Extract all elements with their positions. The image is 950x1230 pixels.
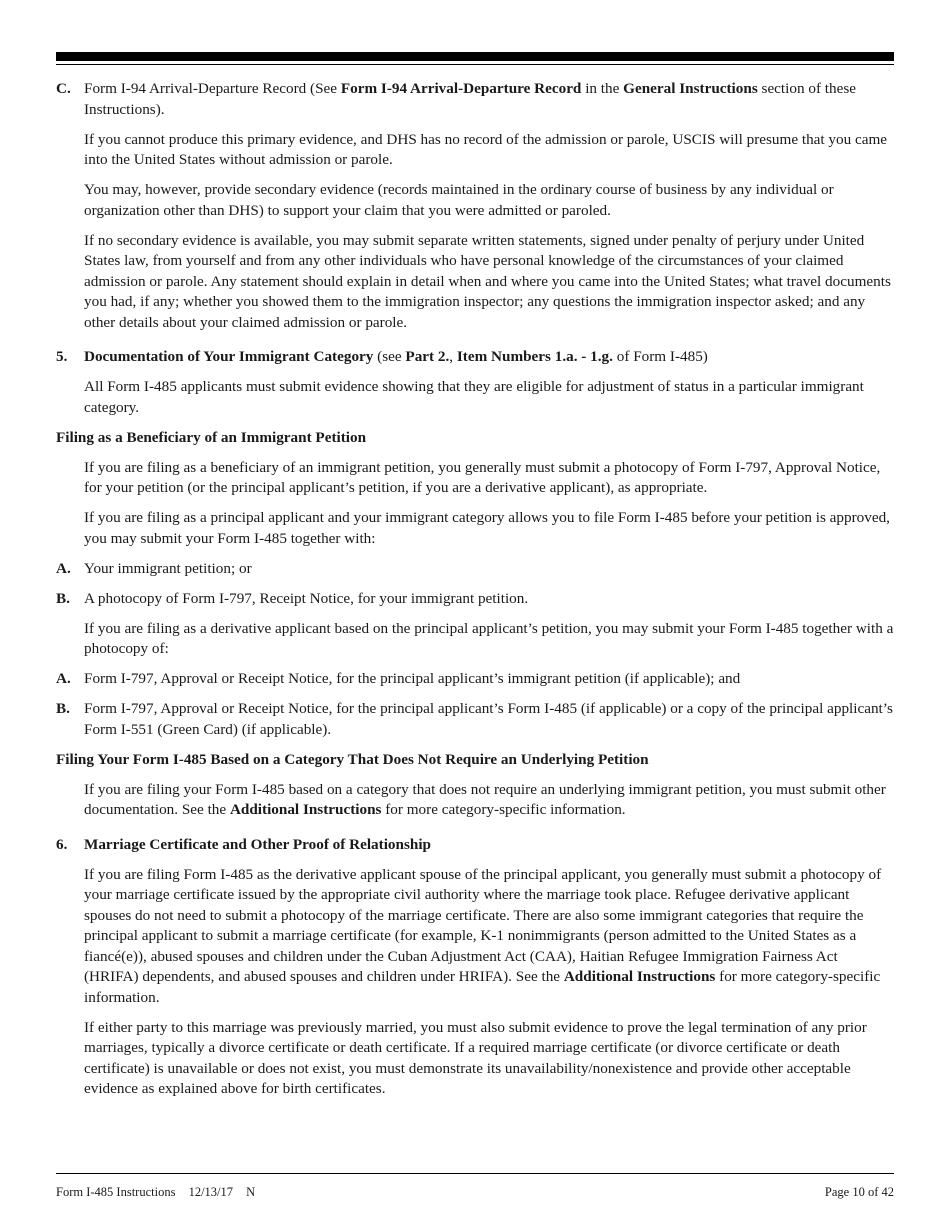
text-run: If you are filing your Form I-485 based on a category that does not require an underlying immigrant petition, you must submit other documentation. See the [84,780,886,818]
bold-run: General Instructions [623,80,758,97]
paragraph: All Form I-485 applicants must submit evidence showing that they are eligible for adjustment of status in a particular immigrant category. [84,378,864,416]
section-6-heading [56,835,896,856]
list-text: Form I-797, Approval or Receipt Notice, for the principal applicant’s immigrant petition (if applicable); and [84,670,741,687]
bold-run: Form I-94 Arrival-Departure Record [340,80,582,97]
section-5-heading [56,347,896,368]
list-label: C. [56,80,71,97]
footer-rule [56,1173,894,1174]
section-title: Marriage Certificate and Other Proof of Relationship [84,835,431,853]
text-run: (see [373,348,406,365]
subheading: Filing Your Form I-485 Based on a Category That Does Not Require an Underlying Petition [56,750,649,768]
section-number: 6. [56,835,68,853]
header-rule-thin [56,64,894,65]
text-run: , [449,348,457,365]
list-label: B. [56,589,70,607]
text-run: in the [581,80,624,97]
text-run: for more category-specific information. [84,968,881,1006]
list-label: B. [56,700,70,717]
list-text [84,79,896,120]
text-run: If you are filing Form I-485 as the derivative applicant spouse of the principal applicant, you generally must submit a photocopy of your marriage certificate issued by the appropriate civil authority where the marriage took place. Refugee derivative applicant spouses do not need to submit a photocopy of the marriage certificate. There are also some immigrant categories that require the principal applicant to submit a marriage certificate (for example, K-1 nonimmigrants (person admitted to the United States as a fiancé(e)), abused spouses and children under the Cuban Adjustment Act (CAA), Haitian Refugee Immigration Fairness Act (HRIFA) dependents, and abused spouses and children under HRIFA). See the [84,865,882,985]
text-run: of Form I-485) [612,348,708,365]
section-number: 5. [56,348,68,365]
list-label: A. [56,670,71,687]
bold-run: Additional Instructions [229,801,382,818]
list-label: A. [56,559,71,577]
list-item [56,589,896,610]
footer-page-number: Page 10 of 42 [824,1185,894,1199]
bold-run: Additional Instructions [563,968,716,985]
list-item [56,699,896,740]
list-item [56,559,896,580]
bold-run: Documentation of Your Immigrant Category [84,348,374,365]
header-rule-thick [56,52,894,61]
paragraph: If you are filing as a derivative applicant based on the principal applicant’s petition, you may submit your Form I-485 together with a photocopy of: [84,619,894,657]
paragraph [84,780,896,821]
footer-form-name: Form I-485 Instructions [56,1185,176,1199]
list-text: A photocopy of Form I-797, Receipt Notice, for your immigrant petition. [84,589,529,607]
paragraph: If either party to this marriage was previously married, you must also submit evidence to prove the legal termination of any prior marriages, typically a divorce certificate or death certificate. If a required marriage certificate (or divorce certificate or death certificate) is unavailable or does not exist, you must demonstrate its unavailability/nonexistence and provide other acceptable evidence as explained above for birth certificates. [84,1018,867,1097]
paragraph: If you cannot produce this primary evidence, and DHS has no record of the admission or parole, USCIS will presume that you came into the United States without admission or parole. [84,130,888,168]
paragraph: If no secondary evidence is available, you may submit separate written statements, signed under penalty of perjury under United States law, from yourself and from any other individuals who have personal knowledge of the circumstances of your claimed admission or parole. Any statement should explain in detail when and where you came into the United States; what travel documents you had, if any; whether you showed them to the immigration inspector; any questions the immigration inspector asked; and any other details about your claimed admission or parole. [84,231,891,331]
bold-run: Item Numbers 1.a. - 1.g. [456,348,613,365]
section-title [84,347,708,368]
paragraph: If you are filing as a beneficiary of an immigrant petition, you generally must submit a photocopy of Form I-797, Approval Notice, for your petition (or the principal applicant’s petition, if you are a derivative applicant), as appropriate. [84,458,881,496]
paragraph [84,865,896,1009]
footer-date: 12/13/17 [188,1185,234,1199]
subheading: Filing as a Beneficiary of an Immigrant Petition [56,428,367,446]
page-content [56,79,896,1109]
list-text: Your immigrant petition; or [84,559,252,577]
text-run: section of these Instructions). [84,80,857,118]
paragraph: You may, however, provide secondary evidence (records maintained in the ordinary course of business by any individual or organization other than DHS) to support your claim that you were admitted or paroled. [84,181,834,219]
paragraph: If you are filing as a principal applicant and your immigrant category allows you to file Form I-485 before your petition is approved, you may submit your Form I-485 together with: [84,509,890,547]
text-run: Form I-94 Arrival-Departure Record (See [84,80,341,97]
footer-edition: N [246,1185,256,1199]
footer-form-info [56,1182,265,1203]
list-text: Form I-797, Approval or Receipt Notice, for the principal applicant’s Form I-485 (if applicable) or a copy of the principal applicant’s Form I-551 (Green Card) (if applicable). [84,700,893,738]
bold-run: Part 2. [405,348,450,365]
text-run: for more category-specific information. [381,801,626,818]
list-item [56,669,896,690]
list-item-c [56,79,896,120]
